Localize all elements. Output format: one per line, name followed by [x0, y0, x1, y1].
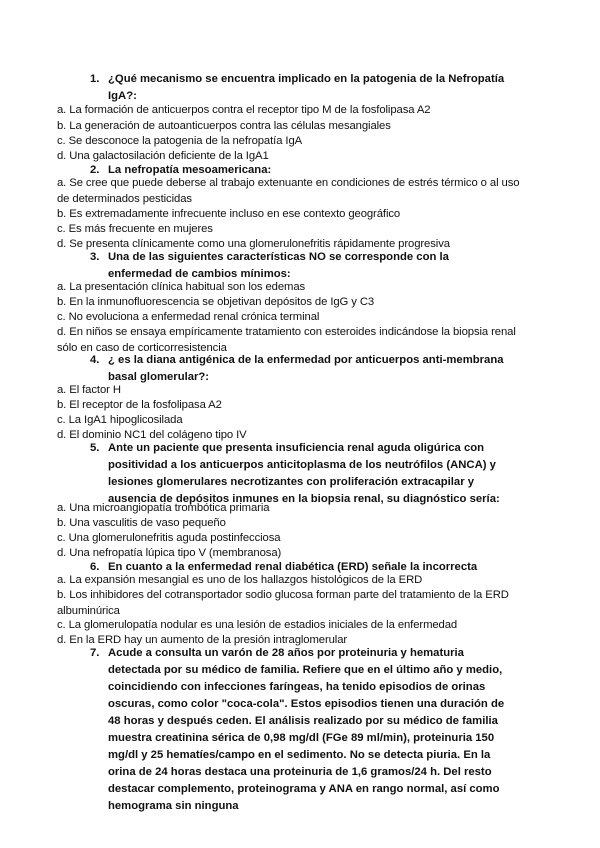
question-6-option-c: c. La glomerulopatía nodular es una lesión de estadios iniciales de la enfermedad — [57, 619, 458, 631]
question-3-option-a: a. La presentación clínica habitual son los edemas — [57, 281, 306, 293]
question-6-option-b: b. Los inhibidores del cotransportador sodio glucosa forman parte del tratamiento de la ERD albuminúrica — [57, 589, 509, 617]
question-3 — [90, 249, 510, 283]
question-number: 7. — [90, 647, 100, 659]
question-2-option-b: b. Es extremadamente infrecuente incluso en ese contexto geográfico — [57, 208, 401, 220]
question-text: Ante un paciente que presenta insuficiencia renal aguda oligúrica con positividad a los anticuerpos anticitoplasma de los neutrófilos (ANCA) y lesiones glomerulares necrotizantes con proliferación extracapilar y ausencia de depósitos inmunes en la biopsia renal, su diagnóstico sería: — [108, 442, 500, 505]
question-number: 2. — [90, 164, 100, 176]
question-2-option-c: c. Es más frecuente en mujeres — [57, 223, 213, 235]
question-number: 1. — [90, 73, 100, 85]
question-text: ¿ es la diana antigénica de la enfermedad por anticuerpos anti-membrana basal glomerular?: — [108, 354, 504, 383]
question-5 — [90, 440, 510, 508]
question-4-option-c: c. La IgA1 hipoglicosilada — [57, 414, 183, 426]
question-number: 5. — [90, 442, 100, 454]
question-5-option-b: b. Una vasculitis de vaso pequeño — [57, 517, 226, 529]
question-6-option-a: a. La expansión mesangial es uno de los hallazgos histológicos de la ERD — [57, 574, 423, 586]
question-5-option-d: d. Una nefropatía lúpica tipo V (membranosa) — [57, 547, 282, 559]
question-3-option-c: c. No evoluciona a enfermedad renal crónica terminal — [57, 311, 320, 323]
question-5-option-c: c. Una glomerulonefritis aguda postinfecciosa — [57, 532, 281, 544]
question-2-option-a: a. Se cree que puede deberse al trabajo extenuante en condiciones de estrés térmico o al uso de determinados pesticidas — [57, 177, 520, 205]
question-7 — [90, 645, 510, 815]
question-number: 3. — [90, 251, 100, 263]
question-3-option-b: b. En la inmunofluorescencia se objetivan depósitos de IgG y C3 — [57, 296, 375, 308]
question-4-option-a: a. El factor H — [57, 384, 121, 396]
question-4 — [90, 352, 510, 386]
question-1-option-d: d. Una galactosilación deficiente de la IgA1 — [57, 150, 269, 162]
question-4-option-d: d. El dominio NC1 del colágeno tipo IV — [57, 429, 247, 441]
question-1-option-a: a. La formación de anticuerpos contra el receptor tipo M de la fosfolipasa A2 — [57, 104, 431, 116]
question-2-option-d: d. Se presenta clínicamente como una glomerulonefritis rápidamente progresiva — [57, 238, 450, 250]
question-text: En cuanto a la enfermedad renal diabética (ERD) señale la incorrecta — [108, 561, 478, 573]
question-text: Una de las siguientes características NO se corresponde con la enfermedad de cambios mínimos: — [108, 251, 449, 280]
question-4-option-b: b. El receptor de la fosfolipasa A2 — [57, 399, 222, 411]
question-text: Acude a consulta un varón de 28 años por proteinuria y hematuria detectada por su médico de familia. Refiere que en el último año y medio, coincidiendo con infecciones faríngeas, ha tenido episodios de orinas oscuras, como color "coca-cola". Estos episodios tienen una duración de 48 horas y después ceden. El análisis realizado por su médico de familia muestra creatinina sérica de 0,98 mg/dl (FGe 89 ml/min), proteinuria 150 mg/dl y 25 hematíes/campo en el sedimento. No se detecta piuria. En la orina de 24 horas destaca una proteinuria de 1,6 gramos/24 h. Del resto destacar complemento, proteinograma y ANA en rango normal, así como hemograma sin ninguna — [108, 647, 505, 812]
question-6-option-d: d. En la ERD hay un aumento de la presión intraglomerular — [57, 634, 348, 646]
question-1 — [90, 71, 510, 105]
question-text: ¿Qué mecanismo se encuentra implicado en la patogenia de la Nefropatía IgA?: — [108, 73, 505, 102]
question-1-option-c: c. Se desconoce la patogenia de la nefropatía IgA — [57, 135, 303, 147]
question-number: 4. — [90, 354, 100, 366]
question-3-option-d: d. En niños se ensaya empíricamente tratamiento con esteroides indicándose la biopsia renal sólo en caso de corticorresistencia — [57, 326, 516, 354]
question-number: 6. — [90, 561, 100, 573]
question-1-option-b: b. La generación de autoanticuerpos contra las células mesangiales — [57, 120, 391, 132]
question-5-option-a: a. Una microangiopatía trombótica primaria — [57, 502, 270, 514]
question-text: La nefropatía mesoamericana: — [108, 164, 272, 176]
